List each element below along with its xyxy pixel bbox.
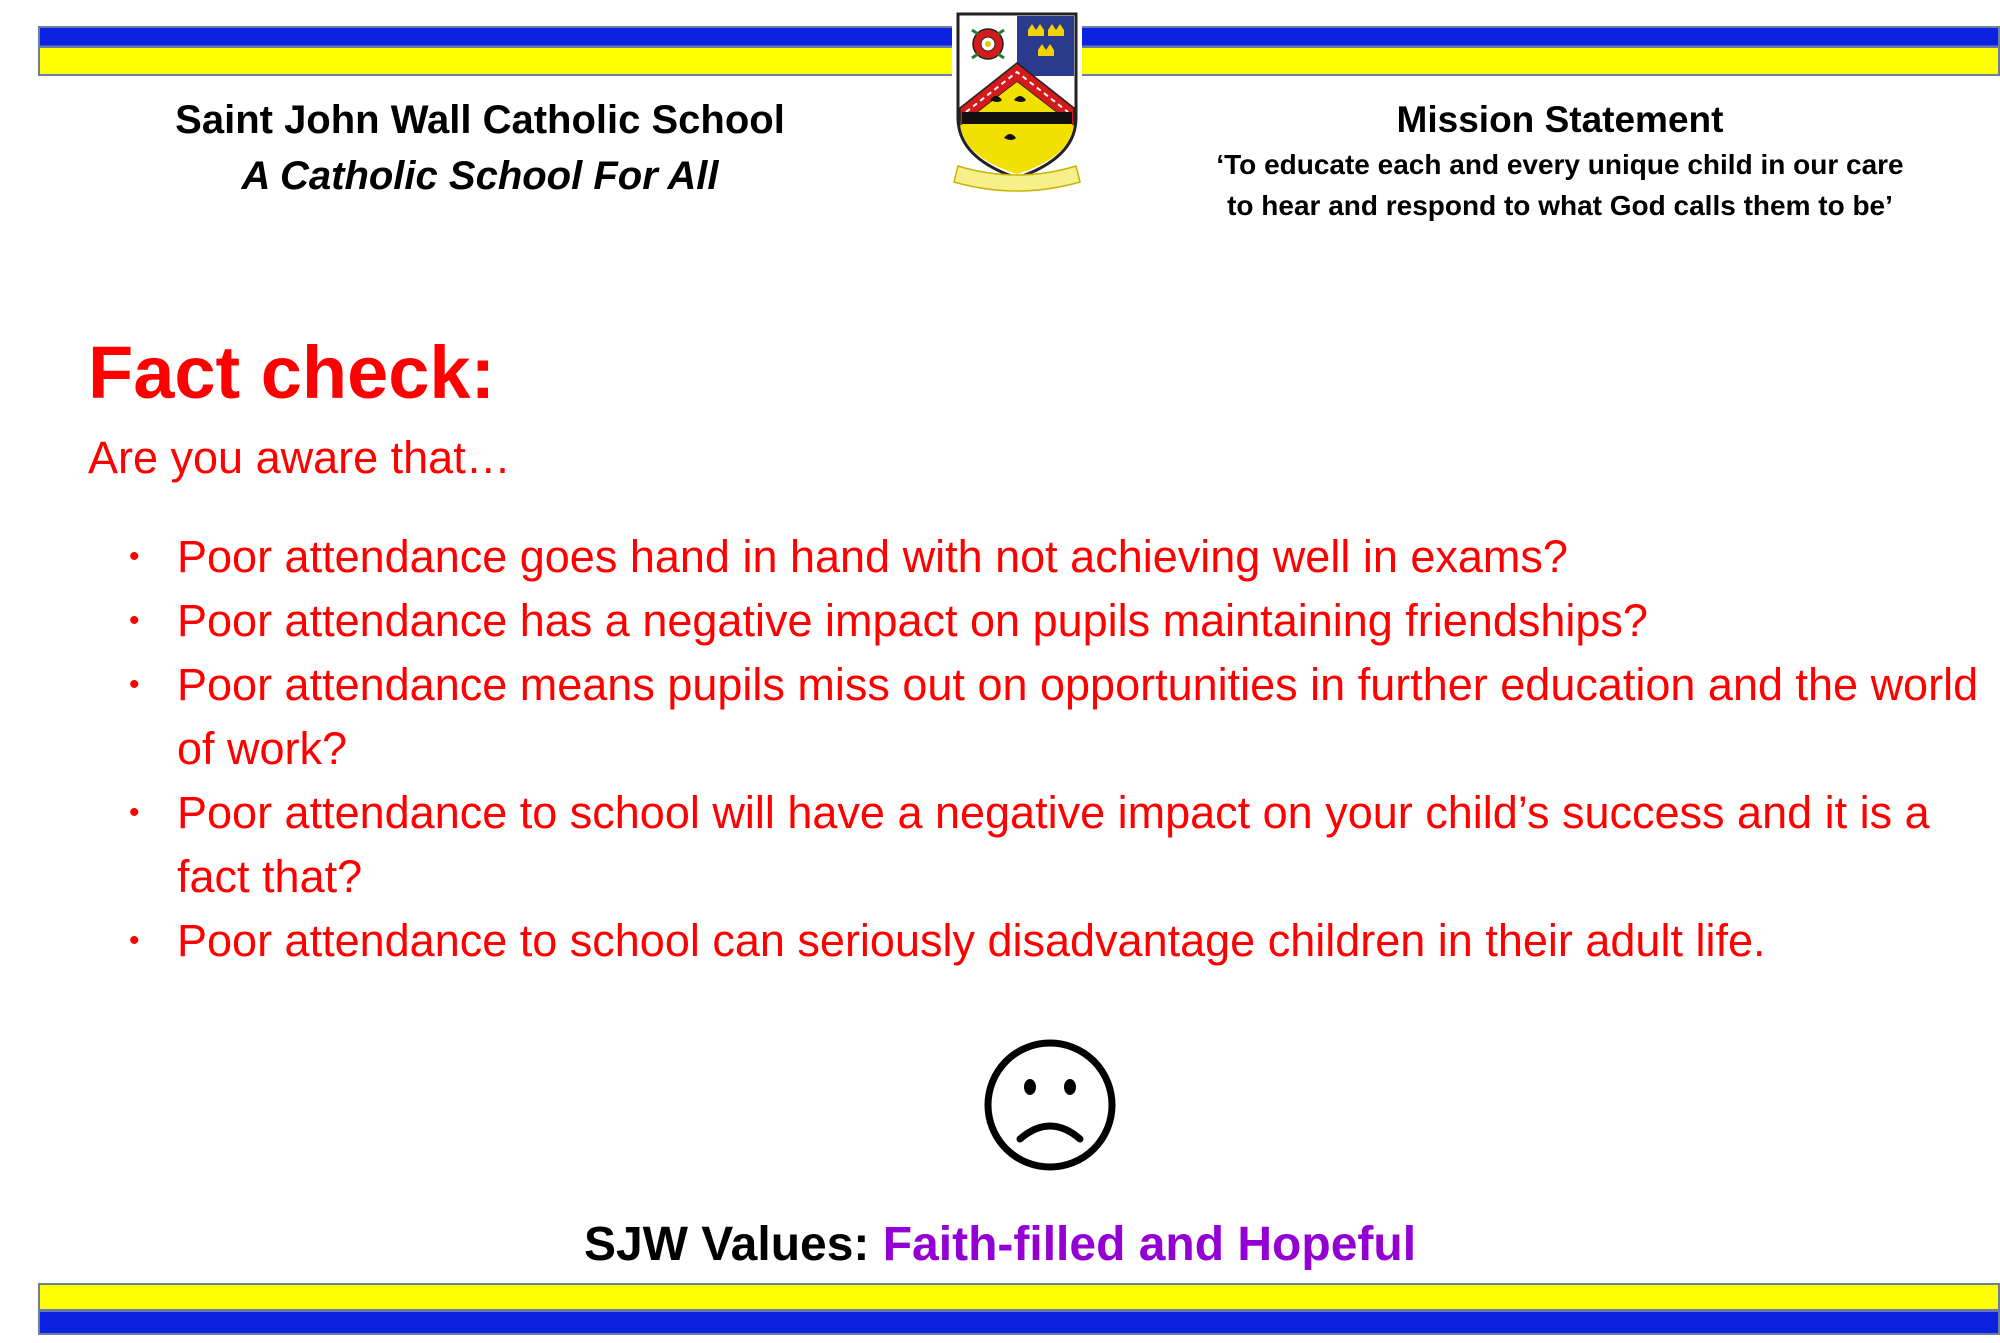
list-item [125,525,1985,589]
bullet-icon: • [129,604,140,637]
school-motto: A Catholic School For All [241,154,719,198]
mission-line-1: ‘To educate each and every unique child in our care [1216,149,1904,180]
intro-text: Are you aware that… [88,432,511,483]
mission-line-2: to hear and respond to what God calls them to be’ [1227,190,1893,221]
bullet-icon: • [129,924,140,957]
bullet-icon: • [129,796,140,829]
page-title: Fact check: [88,331,496,414]
mission-statement [1150,96,1970,226]
footer-stripe [38,1283,2000,1335]
bullet-icon: • [129,668,140,701]
list-item [125,781,1985,909]
fact-text: Poor attendance to school can seriously disadvantage children in their adult life. [177,915,1766,966]
fact-list [125,525,1985,973]
school-values [0,1215,2000,1275]
fact-text: Poor attendance has a negative impact on pupils maintaining friendships? [177,595,1648,646]
values-label: SJW Values: [583,1218,883,1271]
school-name: Saint John Wall Catholic School [175,98,785,142]
bullet-icon: • [129,540,140,573]
values-text: Faith-filled and Hopeful [882,1218,1417,1271]
fact-text: Poor attendance to school will have a negative impact on your child’s success and it is a fact that? [177,787,1930,902]
sad-face-icon [980,1035,1120,1175]
mission-title: Mission Statement [1396,99,1724,140]
list-item [125,653,1985,781]
school-crest-icon [952,8,1082,193]
fact-text: Poor attendance means pupils miss out on opportunities in further education and the world of work? [177,659,1979,774]
list-item [125,909,1985,973]
school-header [130,94,830,206]
fact-text: Poor attendance goes hand in hand with not achieving well in exams? [177,531,1568,582]
list-item [125,589,1985,653]
